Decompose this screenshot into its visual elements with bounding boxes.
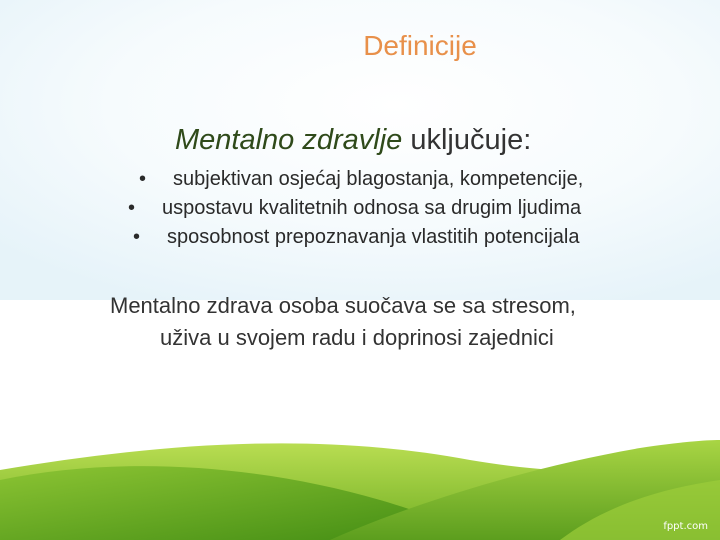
bullet-icon: • bbox=[133, 226, 141, 248]
bullet-list bbox=[128, 165, 583, 252]
definition-paragraph bbox=[110, 290, 670, 354]
list-item bbox=[128, 223, 583, 252]
bullet-text: subjektivan osjećaj blagostanja, kompetencije, bbox=[173, 168, 584, 190]
paragraph-line-2: uživa u svojem radu i doprinosi zajednici bbox=[160, 325, 554, 350]
bullet-text: uspostavu kvalitetnih odnosa sa drugim ljudima bbox=[162, 197, 582, 219]
brand-watermark: fppt.com bbox=[663, 521, 708, 532]
slide-title: Definicije bbox=[363, 30, 477, 61]
list-item bbox=[128, 165, 583, 194]
paragraph-line-1: Mentalno zdrava osoba suočava se sa stresom, bbox=[110, 293, 576, 318]
bullet-text: sposobnost prepoznavanja vlastitih potencijala bbox=[167, 226, 580, 248]
list-item bbox=[128, 194, 583, 223]
subtitle-rest: uključuje: bbox=[402, 124, 532, 156]
bullet-icon: • bbox=[139, 168, 147, 190]
subtitle bbox=[175, 124, 531, 157]
bullet-icon: • bbox=[128, 197, 136, 219]
subtitle-emphasis: Mentalno zdravlje bbox=[175, 124, 403, 156]
